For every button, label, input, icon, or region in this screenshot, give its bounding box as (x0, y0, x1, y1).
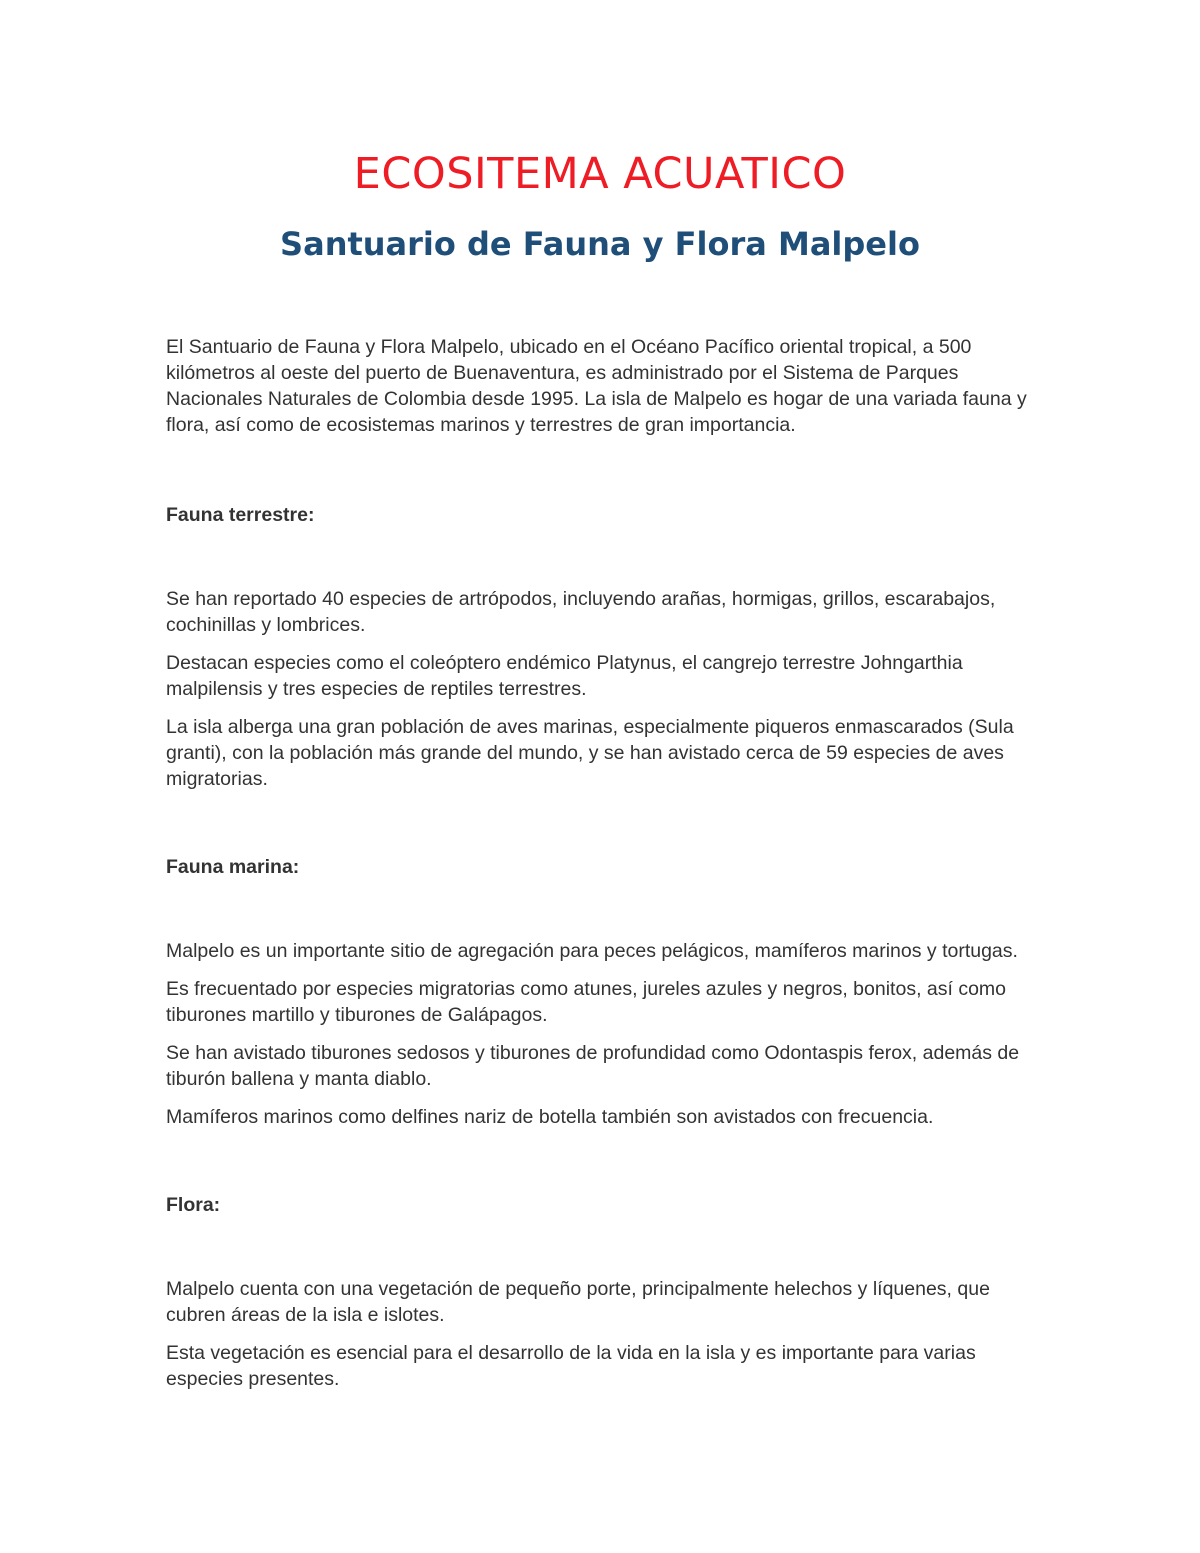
section-paragraph: Es frecuentado por especies migratorias como atunes, jureles azules y negros, bonitos, así como tiburones martillo y tiburones de Galápagos. (166, 978, 1007, 1026)
section-paragraph: Mamíferos marinos como delfines nariz de botella también son avistados con frecuencia. (166, 1106, 934, 1128)
section-paragraph: Malpelo cuenta con una vegetación de pequeño porte, principalmente helechos y líquenes, que cubren áreas de la isla e islotes. (166, 1278, 990, 1326)
intro-paragraph: El Santuario de Fauna y Flora Malpelo, ubicado en el Océano Pacífico oriental tropical, a 500 kilómetros al oeste del puerto de Buenaventura, es administrado por el Sistema de Parques Nacionales Naturales de Colombia desde 1995. La isla de Malpelo es hogar de una variada fauna y flora, así como de ecosistemas marinos y terrestres de gran importancia. (166, 336, 1027, 436)
section-paragraph: Esta vegetación es esencial para el desarrollo de la vida en la isla y es importante para varias especies presentes. (166, 1342, 976, 1390)
document-body (166, 334, 1036, 1404)
document-title: ECOSITEMA ACUATICO (353, 149, 847, 199)
section-heading: Fauna terrestre: (166, 504, 315, 526)
section-paragraph: La isla alberga una gran población de aves marinas, especialmente piqueros enmascarados (Sula granti), con la población más grande del mundo, y se han avistado cerca de 59 especies de aves migratorias. (166, 716, 1014, 790)
section-paragraph: Se han avistado tiburones sedosos y tiburones de profundidad como Odontaspis ferox, además de tiburón ballena y manta diablo. (166, 1042, 1020, 1090)
section-heading: Flora: (166, 1194, 221, 1216)
document-subtitle: Santuario de Fauna y Flora Malpelo (280, 225, 920, 263)
section-fauna-terrestre (166, 502, 1036, 792)
section-paragraph: Malpelo es un importante sitio de agregación para peces pelágicos, mamíferos marinos y tortugas. (166, 940, 1018, 962)
section-paragraph: Destacan especies como el coleóptero endémico Platynus, el cangrejo terrestre Johngarthia malpilensis y tres especies de reptiles terrestres. (166, 652, 963, 700)
section-paragraph: Se han reportado 40 especies de artrópodos, incluyendo arañas, hormigas, grillos, escarabajos, cochinillas y lombrices. (166, 588, 996, 636)
section-flora (166, 1192, 1036, 1392)
section-heading: Fauna marina: (166, 856, 300, 878)
section-fauna-marina (166, 854, 1036, 1130)
